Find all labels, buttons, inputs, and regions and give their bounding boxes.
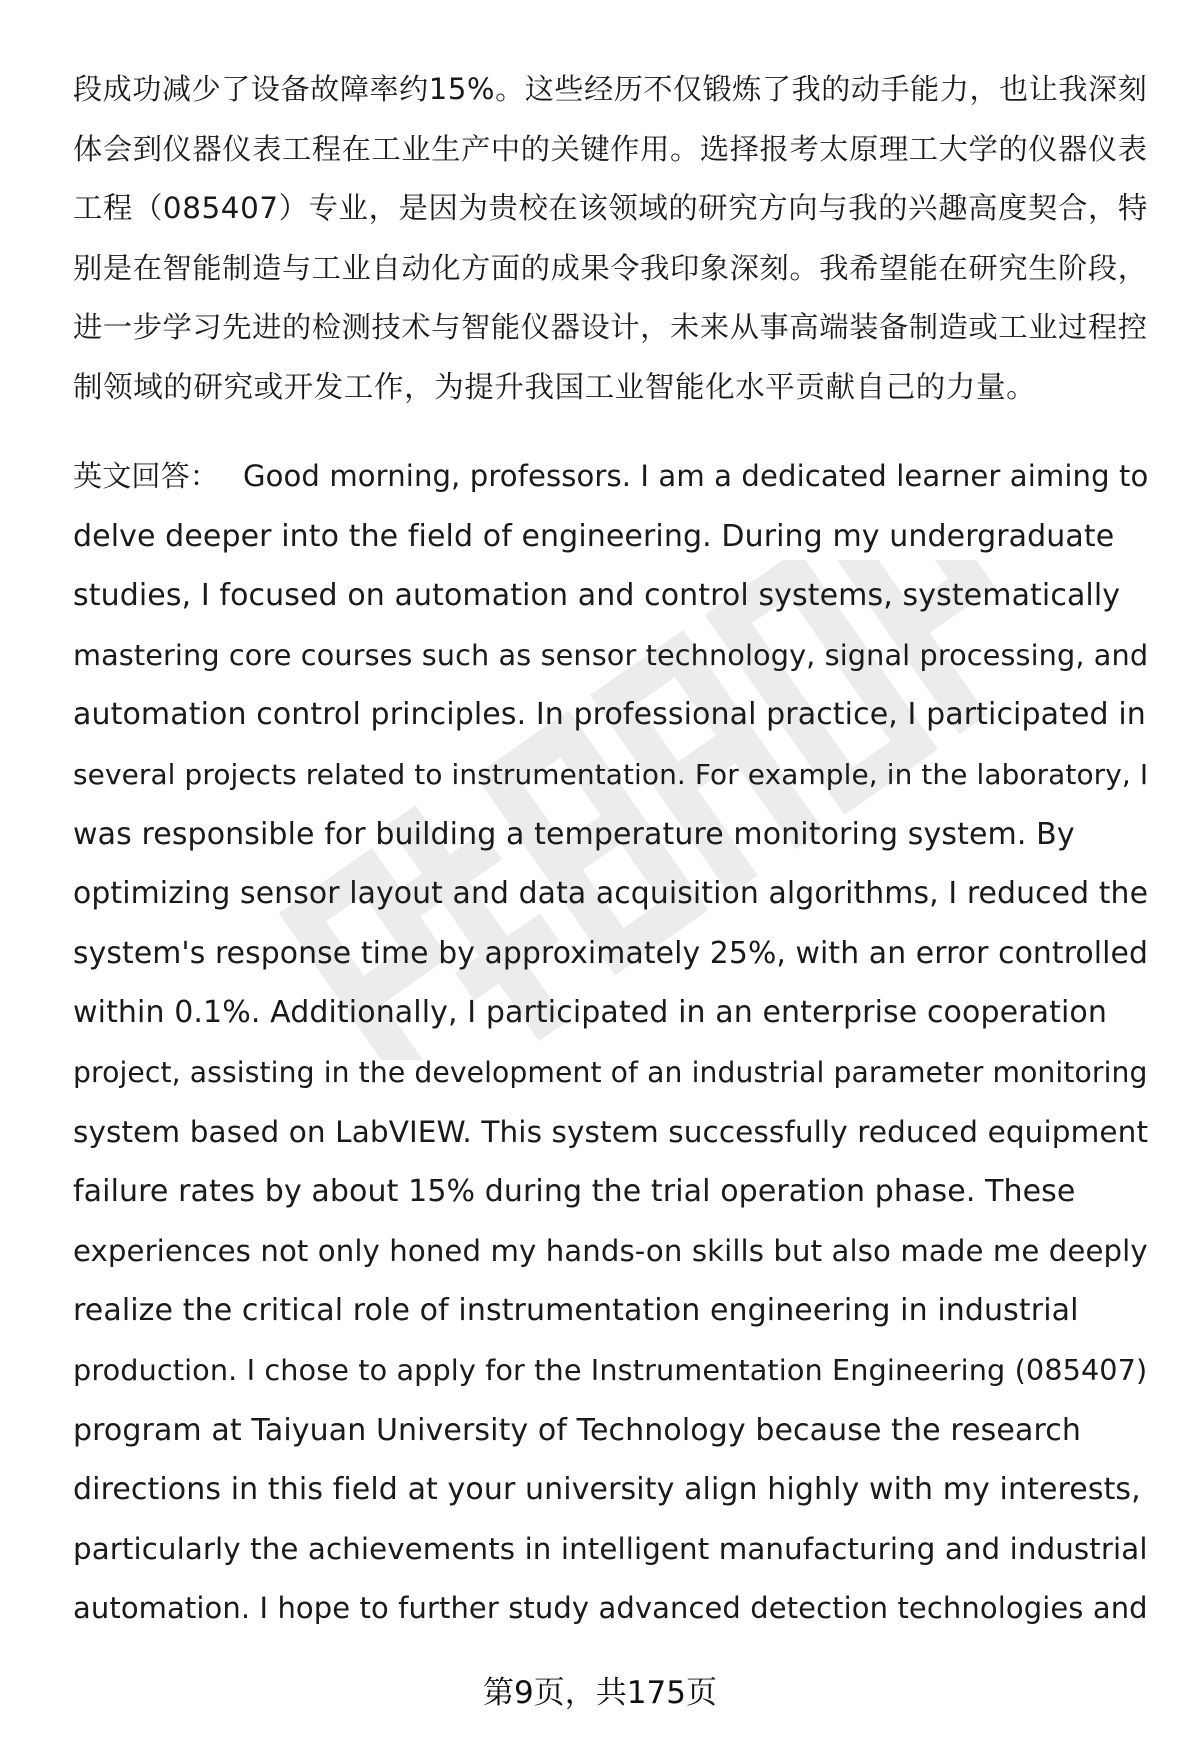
english-answer-label: 英文回答： [73,459,219,493]
text-line: 进一步学习先进的检测技术与智能仪器设计，未来从事高端装备制造或工业过程控 [73,310,1148,345]
text-line: 体会到仪器仪表工程在工业生产中的关键作用。选择报考太原理工大学的仪器仪表 [73,131,1148,166]
text-line: 制领域的研究或开发工作，为提升我国工业智能化水平贡献自己的力量。 [73,369,1037,404]
text-line: production. I chose to apply for the Instrumentation Engineering (085407) [73,1352,1148,1387]
text-line: within 0.1%. Additionally, I participated in an enterprise cooperation [73,995,1107,1031]
text-line: Good morning, professors. I am a dedicated learner aiming to [242,459,1149,493]
text-line: system based on LabVIEW. This system successfully reduced equipment [73,1114,1149,1149]
text-line: mastering core courses such as sensor technology, signal processing, and [73,637,1149,672]
text-line: several projects related to instrumentation. For example, in the laboratory, I [73,757,1149,791]
text-line: realize the critical role of instrumentation engineering in industrial [73,1293,1079,1329]
text-line: was responsible for building a temperature monitoring system. By [73,816,1075,852]
text-line: directions in this field at your university align highly with my interests, [73,1472,1141,1508]
text-line: optimizing sensor layout and data acquisition algorithms, I reduced the [73,876,1149,912]
chinese-paragraph [73,60,1148,418]
text-line: 工程（085407）专业，是因为贵校在该领域的研究方向与我的兴趣高度契合，特 [73,191,1148,226]
text-line: project, assisting in the development of an industrial parameter monitoring [73,1055,1148,1089]
text-line: automation control principles. In professional practice, I participated in [73,697,1146,733]
text-line: failure rates by about 15% during the trial operation phase. These [73,1174,1076,1210]
text-line: 段成功减少了设备故障率约15%。这些经历不仅锻炼了我的动手能力，也让我深刻 [73,72,1148,106]
text-line: delve deeper into the field of engineering. During my undergraduate [73,518,1115,554]
text-line: studies, I focused on automation and control systems, systematically [73,578,1121,614]
text-line: system's response time by approximately 25%, with an error controlled [73,935,1149,971]
text-line: experiences not only honed my hands-on skills but also made me deeply [73,1233,1148,1268]
text-line: program at Taiyuan University of Technology because the research [73,1412,1081,1448]
text-line: 别是在智能制造与工业自动化方面的成果令我印象深刻。我希望能在研究生阶段， [73,250,1148,285]
text-line: particularly the achievements in intelligent manufacturing and industrial [73,1531,1148,1566]
english-answer-paragraph [73,447,1148,1639]
english-answer-first-line [73,447,1148,507]
page-number-footer: 第9页，共175页 [483,1675,717,1711]
text-line: automation. I hope to further study advanced detection technologies and [73,1591,1148,1626]
